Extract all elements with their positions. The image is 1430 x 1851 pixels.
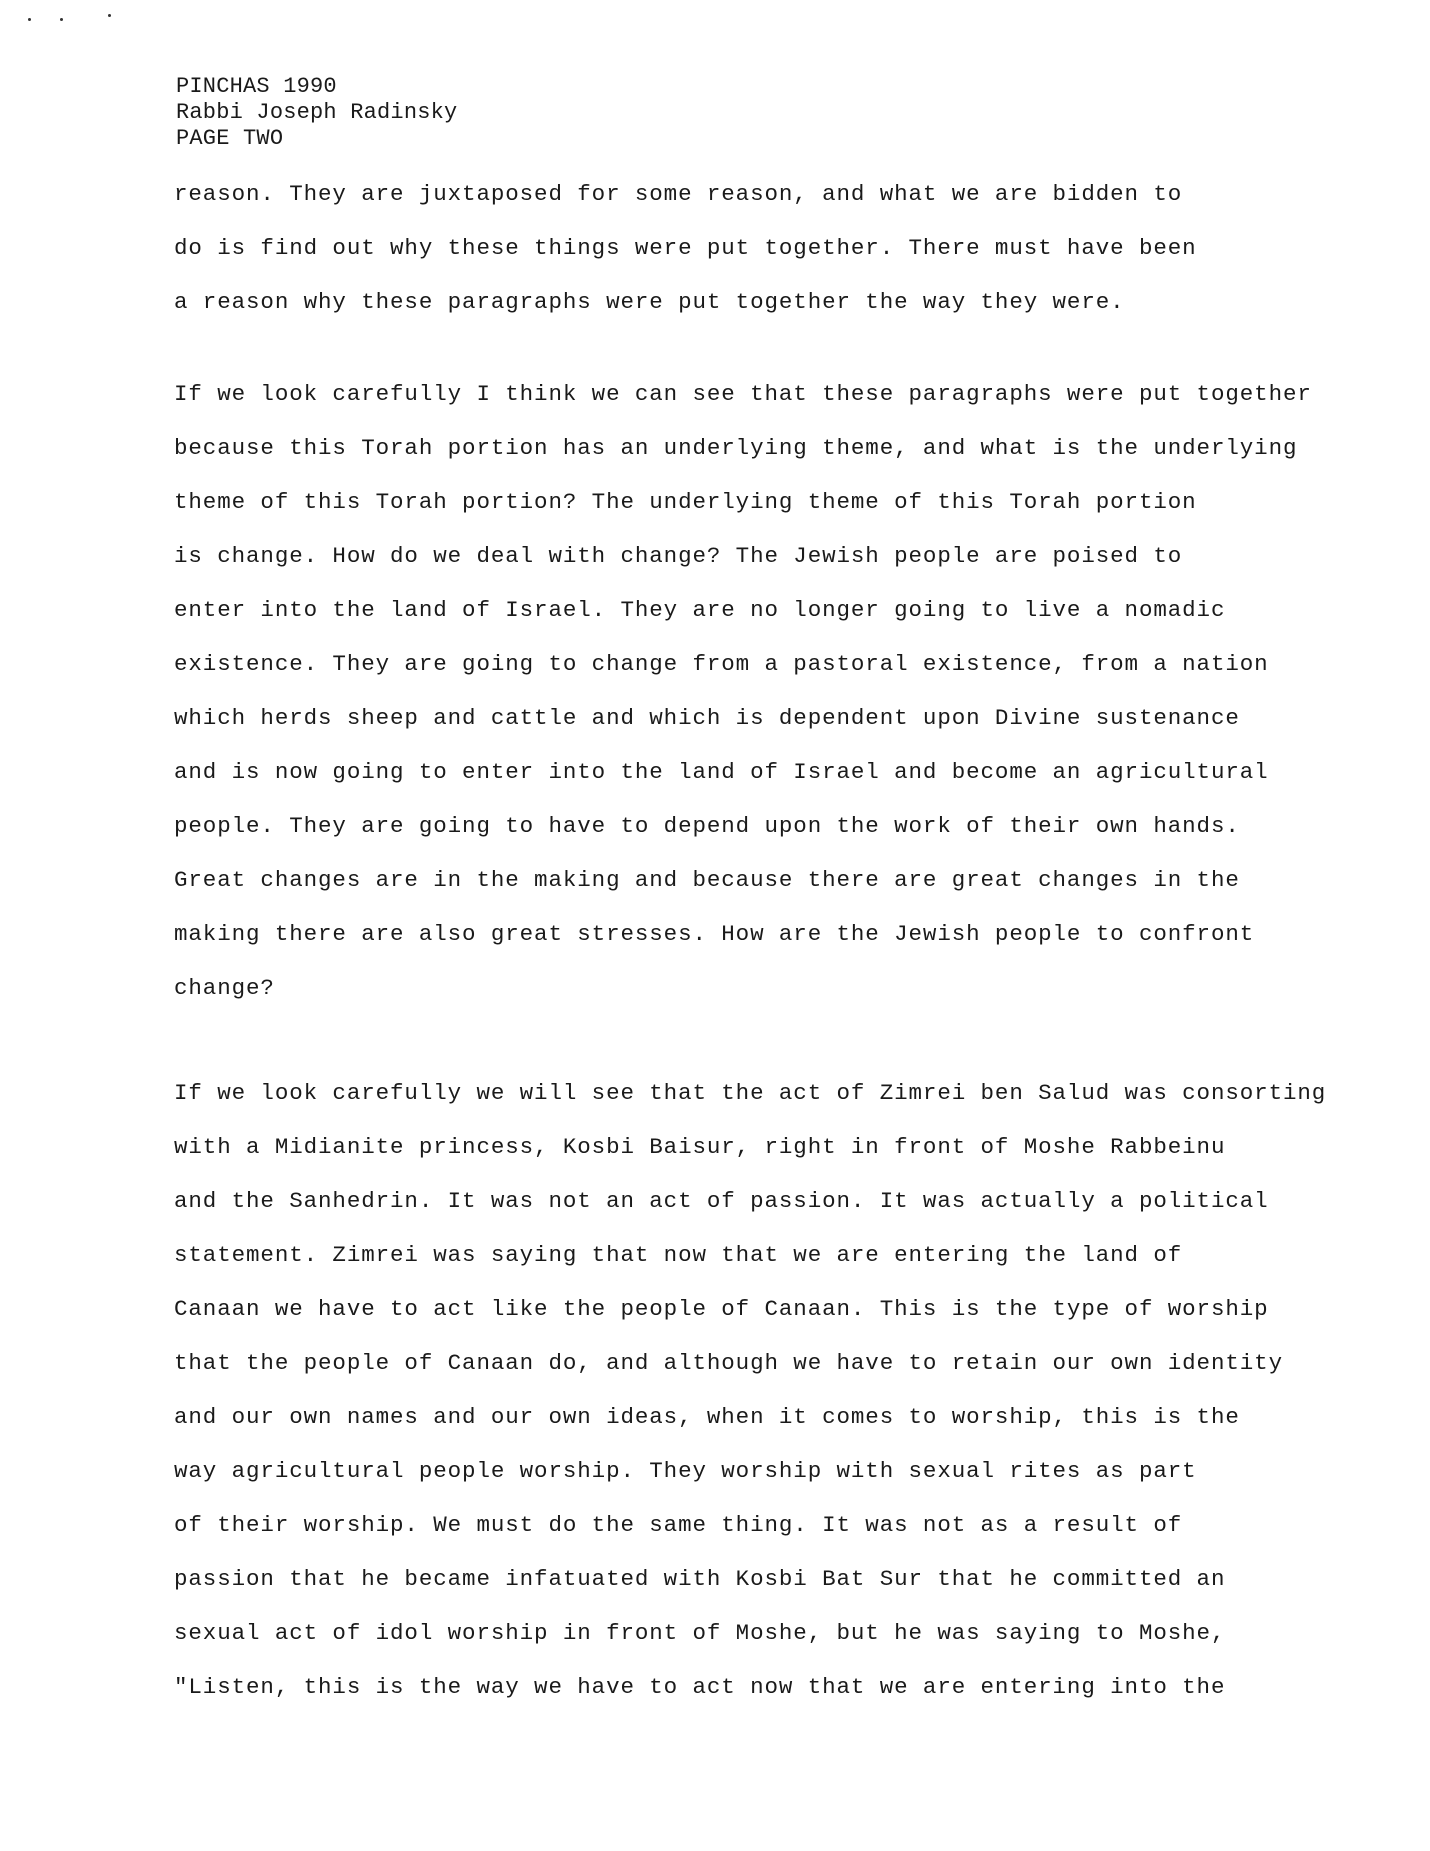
text-line: a reason why these paragraphs were put together the way they were.: [174, 289, 1125, 315]
text-line: existence. They are going to change from a pastoral existence, from a nation: [174, 651, 1269, 677]
text-line: If we look carefully I think we can see that these paragraphs were put together: [174, 381, 1312, 407]
document-header: [176, 74, 457, 152]
scan-speck: [60, 18, 63, 21]
text-line: because this Torah portion has an underlying theme, and what is the underlying: [174, 435, 1298, 461]
text-line: If we look carefully we will see that the act of Zimrei ben Salud was consorting: [174, 1080, 1327, 1106]
text-line: change?: [174, 975, 275, 1001]
text-line: of their worship. We must do the same thing. It was not as a result of: [174, 1512, 1183, 1538]
text-line: passion that he became infatuated with Kosbi Bat Sur that he committed an: [174, 1566, 1226, 1592]
header-author: Rabbi Joseph Radinsky: [176, 100, 458, 125]
header-page-label: PAGE TWO: [176, 126, 284, 151]
text-line: sexual act of idol worship in front of Moshe, but he was saying to Moshe,: [174, 1620, 1226, 1646]
text-line: that the people of Canaan do, and although we have to retain our own identity: [174, 1350, 1283, 1376]
text-line: making there are also great stresses. How are the Jewish people to confront: [174, 921, 1255, 947]
text-line: way agricultural people worship. They worship with sexual rites as part: [174, 1458, 1197, 1484]
text-line: theme of this Torah portion? The underlying theme of this Torah portion: [174, 489, 1197, 515]
text-line: which herds sheep and cattle and which is dependent upon Divine sustenance: [174, 705, 1240, 731]
text-line: "Listen, this is the way we have to act now that we are entering into the: [174, 1674, 1226, 1700]
scan-speck: [28, 18, 31, 21]
text-line: Canaan we have to act like the people of Canaan. This is the type of worship: [174, 1296, 1269, 1322]
text-line: is change. How do we deal with change? The Jewish people are poised to: [174, 543, 1183, 569]
paragraph-2: [174, 367, 1312, 1015]
text-line: people. They are going to have to depend upon the work of their own hands.: [174, 813, 1240, 839]
scan-speck: [108, 14, 111, 17]
text-line: statement. Zimrei was saying that now that we are entering the land of: [174, 1242, 1183, 1268]
paragraph-1: [174, 167, 1197, 329]
text-line: and is now going to enter into the land of Israel and become an agricultural: [174, 759, 1269, 785]
text-line: reason. They are juxtaposed for some reason, and what we are bidden to: [174, 181, 1183, 207]
text-line: and our own names and our own ideas, when it comes to worship, this is the: [174, 1404, 1240, 1430]
header-title: PINCHAS 1990: [176, 74, 337, 99]
text-line: with a Midianite princess, Kosbi Baisur, right in front of Moshe Rabbeinu: [174, 1134, 1226, 1160]
paragraph-3: [174, 1066, 1326, 1714]
text-line: and the Sanhedrin. It was not an act of passion. It was actually a political: [174, 1188, 1269, 1214]
scan-specks: [28, 14, 128, 24]
text-line: Great changes are in the making and because there are great changes in the: [174, 867, 1240, 893]
text-line: enter into the land of Israel. They are no longer going to live a nomadic: [174, 597, 1226, 623]
text-line: do is find out why these things were put together. There must have been: [174, 235, 1197, 261]
